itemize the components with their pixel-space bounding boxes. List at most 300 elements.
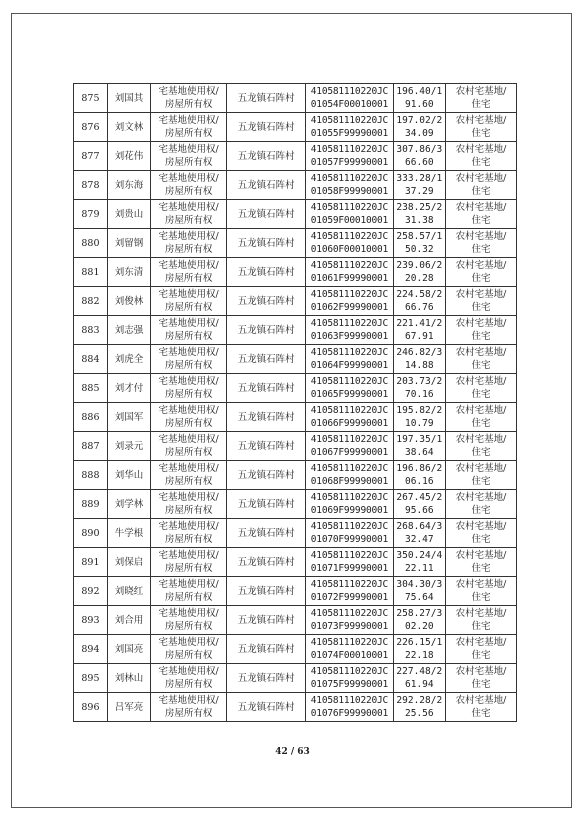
land-use-line-1: 农村宅基地/ — [455, 492, 507, 503]
area-cell — [393, 403, 445, 432]
right-type-line-1: 宅基地使用权/ — [158, 202, 219, 213]
right-type-line-1: 宅基地使用权/ — [158, 115, 219, 126]
land-use-line-2: 住宅 — [471, 418, 491, 429]
land-use-line-1: 农村宅基地/ — [455, 695, 507, 706]
area-line-1: 227.48/2 — [396, 666, 443, 677]
land-use-line-2: 住宅 — [471, 389, 491, 400]
land-use-cell — [446, 200, 517, 229]
parcel-code-cell — [306, 693, 393, 722]
area-line-1: 203.73/2 — [396, 376, 443, 387]
parcel-code-line-2: 01068F99990001 — [310, 476, 389, 487]
land-use-line-2: 住宅 — [471, 505, 491, 516]
location-cell: 五龙镇石阵村 — [227, 519, 306, 548]
location-cell: 五龙镇石阵村 — [227, 606, 306, 635]
parcel-code-line-1: 410581110220JC — [310, 550, 389, 561]
table-row — [74, 519, 517, 548]
owner-name-cell: 刘国军 — [107, 403, 150, 432]
location-cell: 五龙镇石阵村 — [227, 693, 306, 722]
right-type-cell — [151, 258, 227, 287]
parcel-code-line-1: 410581110220JC — [310, 260, 389, 271]
table-row — [74, 258, 517, 287]
area-cell — [393, 374, 445, 403]
table-row — [74, 490, 517, 519]
right-type-cell — [151, 693, 227, 722]
parcel-code-line-2: 01060F00010001 — [310, 244, 389, 255]
right-type-cell — [151, 200, 227, 229]
table-row — [74, 548, 517, 577]
right-type-line-1: 宅基地使用权/ — [158, 666, 219, 677]
right-type-cell — [151, 461, 227, 490]
right-type-line-2: 房屋所有权 — [164, 186, 213, 197]
area-line-2: 31.38 — [405, 215, 434, 226]
area-cell — [393, 316, 445, 345]
row-number-cell: 887 — [74, 432, 108, 461]
right-type-line-2: 房屋所有权 — [164, 244, 213, 255]
parcel-code-cell — [306, 548, 393, 577]
land-use-line-1: 农村宅基地/ — [455, 347, 507, 358]
parcel-code-line-2: 01074F00010001 — [310, 650, 389, 661]
parcel-code-cell — [306, 200, 393, 229]
land-use-line-2: 住宅 — [471, 563, 491, 574]
area-cell — [393, 490, 445, 519]
parcel-code-line-2: 01059F00010001 — [310, 215, 389, 226]
land-use-line-1: 农村宅基地/ — [455, 550, 507, 561]
land-use-line-2: 住宅 — [471, 331, 491, 342]
land-use-line-1: 农村宅基地/ — [455, 289, 507, 300]
land-use-line-2: 住宅 — [471, 476, 491, 487]
table-row — [74, 635, 517, 664]
parcel-code-line-1: 410581110220JC — [310, 376, 389, 387]
table-row — [74, 432, 517, 461]
location-cell: 五龙镇石阵村 — [227, 461, 306, 490]
parcel-code-line-2: 01062F99990001 — [310, 302, 389, 313]
right-type-cell — [151, 664, 227, 693]
right-type-cell — [151, 84, 227, 113]
land-use-cell — [446, 84, 517, 113]
owner-name-cell: 刘才付 — [107, 374, 150, 403]
right-type-line-1: 宅基地使用权/ — [158, 289, 219, 300]
area-cell — [393, 142, 445, 171]
parcel-code-line-1: 410581110220JC — [310, 695, 389, 706]
right-type-line-2: 房屋所有权 — [164, 679, 213, 690]
right-type-line-2: 房屋所有权 — [164, 505, 213, 516]
land-use-cell — [446, 490, 517, 519]
land-use-line-2: 住宅 — [471, 273, 491, 284]
land-use-line-2: 住宅 — [471, 679, 491, 690]
parcel-code-line-2: 01064F99990001 — [310, 360, 389, 371]
right-type-cell — [151, 548, 227, 577]
land-use-cell — [446, 519, 517, 548]
land-use-cell — [446, 229, 517, 258]
parcel-code-cell — [306, 519, 393, 548]
parcel-code-cell — [306, 461, 393, 490]
owner-name-cell: 刘志强 — [107, 316, 150, 345]
right-type-line-1: 宅基地使用权/ — [158, 173, 219, 184]
land-use-cell — [446, 461, 517, 490]
owner-name-cell: 刘俊林 — [107, 287, 150, 316]
table-row — [74, 577, 517, 606]
row-number-cell: 882 — [74, 287, 108, 316]
parcel-code-line-2: 01069F99990001 — [310, 505, 389, 516]
area-line-1: 196.86/2 — [396, 463, 443, 474]
owner-name-cell: 刘学林 — [107, 490, 150, 519]
area-line-2: 25.56 — [405, 708, 434, 719]
row-number-cell: 879 — [74, 200, 108, 229]
area-line-2: 67.91 — [405, 331, 434, 342]
right-type-line-2: 房屋所有权 — [164, 592, 213, 603]
row-number-cell: 881 — [74, 258, 108, 287]
parcel-code-cell — [306, 635, 393, 664]
right-type-cell — [151, 287, 227, 316]
parcel-code-cell — [306, 287, 393, 316]
land-use-line-2: 住宅 — [471, 621, 491, 632]
owner-name-cell: 刘国其 — [107, 84, 150, 113]
right-type-cell — [151, 490, 227, 519]
area-cell — [393, 258, 445, 287]
registry-table — [73, 83, 517, 722]
right-type-line-2: 房屋所有权 — [164, 128, 213, 139]
land-use-cell — [446, 345, 517, 374]
right-type-line-2: 房屋所有权 — [164, 331, 213, 342]
right-type-line-1: 宅基地使用权/ — [158, 376, 219, 387]
area-cell — [393, 606, 445, 635]
land-use-line-1: 农村宅基地/ — [455, 637, 507, 648]
land-use-line-1: 农村宅基地/ — [455, 202, 507, 213]
right-type-line-1: 宅基地使用权/ — [158, 318, 219, 329]
location-cell: 五龙镇石阵村 — [227, 142, 306, 171]
right-type-line-1: 宅基地使用权/ — [158, 405, 219, 416]
area-cell — [393, 229, 445, 258]
table-row — [74, 142, 517, 171]
area-line-2: 37.29 — [405, 186, 434, 197]
land-use-cell — [446, 606, 517, 635]
land-use-line-2: 住宅 — [471, 708, 491, 719]
land-use-line-1: 农村宅基地/ — [455, 260, 507, 271]
location-cell: 五龙镇石阵村 — [227, 287, 306, 316]
row-number-cell: 896 — [74, 693, 108, 722]
row-number-cell: 878 — [74, 171, 108, 200]
location-cell: 五龙镇石阵村 — [227, 171, 306, 200]
land-use-line-1: 农村宅基地/ — [455, 318, 507, 329]
owner-name-cell: 刘晓红 — [107, 577, 150, 606]
area-line-2: 95.66 — [405, 505, 434, 516]
parcel-code-cell — [306, 664, 393, 693]
parcel-code-line-2: 01073F99990001 — [310, 621, 389, 632]
registry-table-body — [74, 84, 517, 722]
parcel-code-line-2: 01071F99990001 — [310, 563, 389, 574]
location-cell: 五龙镇石阵村 — [227, 577, 306, 606]
parcel-code-line-1: 410581110220JC — [310, 173, 389, 184]
right-type-line-2: 房屋所有权 — [164, 534, 213, 545]
owner-name-cell: 刘留钢 — [107, 229, 150, 258]
land-use-line-1: 农村宅基地/ — [455, 521, 507, 532]
land-use-line-1: 农村宅基地/ — [455, 86, 507, 97]
area-line-2: 10.79 — [405, 418, 434, 429]
parcel-code-line-2: 01067F99990001 — [310, 447, 389, 458]
right-type-line-2: 房屋所有权 — [164, 215, 213, 226]
row-number-cell: 892 — [74, 577, 108, 606]
area-line-1: 307.86/3 — [396, 144, 443, 155]
parcel-code-line-1: 410581110220JC — [310, 637, 389, 648]
owner-name-cell: 刘文林 — [107, 113, 150, 142]
land-use-line-1: 农村宅基地/ — [455, 376, 507, 387]
land-use-line-2: 住宅 — [471, 592, 491, 603]
land-use-line-1: 农村宅基地/ — [455, 666, 507, 677]
land-use-cell — [446, 664, 517, 693]
area-line-2: 22.18 — [405, 650, 434, 661]
land-use-line-1: 农村宅基地/ — [455, 463, 507, 474]
land-use-cell — [446, 548, 517, 577]
owner-name-cell: 刘林山 — [107, 664, 150, 693]
parcel-code-line-2: 01057F99990001 — [310, 157, 389, 168]
area-cell — [393, 577, 445, 606]
area-line-2: 32.47 — [405, 534, 434, 545]
land-use-line-2: 住宅 — [471, 215, 491, 226]
right-type-cell — [151, 432, 227, 461]
table-row — [74, 316, 517, 345]
land-use-line-1: 农村宅基地/ — [455, 231, 507, 242]
parcel-code-cell — [306, 229, 393, 258]
area-line-2: 02.20 — [405, 621, 434, 632]
owner-name-cell: 刘虎全 — [107, 345, 150, 374]
area-line-1: 197.02/2 — [396, 115, 443, 126]
area-cell — [393, 113, 445, 142]
table-row — [74, 229, 517, 258]
right-type-line-2: 房屋所有权 — [164, 360, 213, 371]
right-type-line-2: 房屋所有权 — [164, 708, 213, 719]
owner-name-cell: 刘贵山 — [107, 200, 150, 229]
right-type-cell — [151, 519, 227, 548]
table-row — [74, 403, 517, 432]
area-line-2: 66.76 — [405, 302, 434, 313]
area-cell — [393, 287, 445, 316]
area-line-1: 195.82/2 — [396, 405, 443, 416]
row-number-cell: 891 — [74, 548, 108, 577]
parcel-code-cell — [306, 316, 393, 345]
location-cell: 五龙镇石阵村 — [227, 229, 306, 258]
area-line-1: 268.64/3 — [396, 521, 443, 532]
parcel-code-line-1: 410581110220JC — [310, 492, 389, 503]
parcel-code-line-1: 410581110220JC — [310, 608, 389, 619]
table-row — [74, 664, 517, 693]
area-cell — [393, 664, 445, 693]
table-row — [74, 113, 517, 142]
area-line-1: 196.40/1 — [396, 86, 443, 97]
land-use-line-1: 农村宅基地/ — [455, 173, 507, 184]
row-number-cell: 876 — [74, 113, 108, 142]
area-line-2: 50.32 — [405, 244, 434, 255]
parcel-code-cell — [306, 490, 393, 519]
right-type-cell — [151, 316, 227, 345]
right-type-line-2: 房屋所有权 — [164, 563, 213, 574]
table-row — [74, 287, 517, 316]
right-type-cell — [151, 606, 227, 635]
right-type-cell — [151, 113, 227, 142]
land-use-line-1: 农村宅基地/ — [455, 144, 507, 155]
parcel-code-line-2: 01075F99990001 — [310, 679, 389, 690]
right-type-line-2: 房屋所有权 — [164, 302, 213, 313]
row-number-cell: 885 — [74, 374, 108, 403]
owner-name-cell: 吕军亮 — [107, 693, 150, 722]
right-type-line-1: 宅基地使用权/ — [158, 463, 219, 474]
parcel-code-line-1: 410581110220JC — [310, 231, 389, 242]
land-use-line-1: 农村宅基地/ — [455, 579, 507, 590]
land-use-cell — [446, 693, 517, 722]
parcel-code-line-2: 01055F99990001 — [310, 128, 389, 139]
right-type-line-2: 房屋所有权 — [164, 447, 213, 458]
owner-name-cell: 刘华山 — [107, 461, 150, 490]
area-line-2: 20.28 — [405, 273, 434, 284]
area-line-1: 239.06/2 — [396, 260, 443, 271]
land-use-cell — [446, 113, 517, 142]
parcel-code-cell — [306, 171, 393, 200]
area-cell — [393, 635, 445, 664]
area-line-1: 221.41/2 — [396, 318, 443, 329]
right-type-cell — [151, 142, 227, 171]
parcel-code-cell — [306, 577, 393, 606]
right-type-line-2: 房屋所有权 — [164, 157, 213, 168]
right-type-line-2: 房屋所有权 — [164, 99, 213, 110]
owner-name-cell: 刘合用 — [107, 606, 150, 635]
owner-name-cell: 刘录元 — [107, 432, 150, 461]
area-line-1: 304.30/3 — [396, 579, 443, 590]
parcel-code-line-1: 410581110220JC — [310, 202, 389, 213]
location-cell: 五龙镇石阵村 — [227, 664, 306, 693]
area-line-1: 292.28/2 — [396, 695, 443, 706]
table-row — [74, 693, 517, 722]
land-use-line-1: 农村宅基地/ — [455, 405, 507, 416]
row-number-cell: 888 — [74, 461, 108, 490]
area-line-1: 238.25/2 — [396, 202, 443, 213]
parcel-code-line-2: 01072F99990001 — [310, 592, 389, 603]
row-number-cell: 883 — [74, 316, 108, 345]
parcel-code-cell — [306, 84, 393, 113]
row-number-cell: 893 — [74, 606, 108, 635]
right-type-line-2: 房屋所有权 — [164, 650, 213, 661]
right-type-line-2: 房屋所有权 — [164, 621, 213, 632]
location-cell: 五龙镇石阵村 — [227, 374, 306, 403]
land-use-cell — [446, 142, 517, 171]
area-cell — [393, 345, 445, 374]
land-use-line-2: 住宅 — [471, 99, 491, 110]
area-line-1: 258.27/3 — [396, 608, 443, 619]
table-row — [74, 461, 517, 490]
land-use-line-1: 农村宅基地/ — [455, 115, 507, 126]
area-line-2: 22.11 — [405, 563, 434, 574]
area-cell — [393, 84, 445, 113]
right-type-line-2: 房屋所有权 — [164, 418, 213, 429]
right-type-line-1: 宅基地使用权/ — [158, 521, 219, 532]
parcel-code-line-2: 01065F99990001 — [310, 389, 389, 400]
right-type-line-1: 宅基地使用权/ — [158, 86, 219, 97]
owner-name-cell: 刘东海 — [107, 171, 150, 200]
area-line-1: 333.28/1 — [396, 173, 443, 184]
area-cell — [393, 519, 445, 548]
location-cell: 五龙镇石阵村 — [227, 258, 306, 287]
table-row — [74, 171, 517, 200]
owner-name-cell: 刘保启 — [107, 548, 150, 577]
area-cell — [393, 548, 445, 577]
right-type-line-1: 宅基地使用权/ — [158, 434, 219, 445]
table-row — [74, 606, 517, 635]
land-use-cell — [446, 171, 517, 200]
land-use-line-2: 住宅 — [471, 650, 491, 661]
parcel-code-cell — [306, 113, 393, 142]
land-use-cell — [446, 374, 517, 403]
land-use-line-2: 住宅 — [471, 302, 491, 313]
area-line-1: 350.24/4 — [396, 550, 443, 561]
area-cell — [393, 461, 445, 490]
area-line-2: 38.64 — [405, 447, 434, 458]
right-type-cell — [151, 635, 227, 664]
parcel-code-line-1: 410581110220JC — [310, 289, 389, 300]
row-number-cell: 889 — [74, 490, 108, 519]
parcel-code-cell — [306, 142, 393, 171]
area-line-2: 66.60 — [405, 157, 434, 168]
right-type-line-2: 房屋所有权 — [164, 389, 213, 400]
right-type-line-1: 宅基地使用权/ — [158, 260, 219, 271]
land-use-cell — [446, 577, 517, 606]
owner-name-cell: 刘国亮 — [107, 635, 150, 664]
parcel-code-cell — [306, 345, 393, 374]
area-cell — [393, 432, 445, 461]
parcel-code-cell — [306, 606, 393, 635]
right-type-cell — [151, 171, 227, 200]
parcel-code-line-2: 01066F99990001 — [310, 418, 389, 429]
location-cell: 五龙镇石阵村 — [227, 316, 306, 345]
area-line-2: 91.60 — [405, 99, 434, 110]
row-number-cell: 877 — [74, 142, 108, 171]
parcel-code-line-1: 410581110220JC — [310, 347, 389, 358]
area-line-2: 14.88 — [405, 360, 434, 371]
land-use-line-2: 住宅 — [471, 157, 491, 168]
parcel-code-cell — [306, 403, 393, 432]
area-line-1: 226.15/1 — [396, 637, 443, 648]
parcel-code-cell — [306, 258, 393, 287]
parcel-code-line-1: 410581110220JC — [310, 144, 389, 155]
owner-name-cell: 牛学根 — [107, 519, 150, 548]
land-use-cell — [446, 316, 517, 345]
parcel-code-line-2: 01076F99990001 — [310, 708, 389, 719]
location-cell: 五龙镇石阵村 — [227, 113, 306, 142]
table-row — [74, 374, 517, 403]
area-cell — [393, 171, 445, 200]
table-row — [74, 345, 517, 374]
parcel-code-line-1: 410581110220JC — [310, 318, 389, 329]
land-use-line-2: 住宅 — [471, 128, 491, 139]
area-line-1: 224.58/2 — [396, 289, 443, 300]
right-type-line-1: 宅基地使用权/ — [158, 695, 219, 706]
row-number-cell: 875 — [74, 84, 108, 113]
row-number-cell: 895 — [74, 664, 108, 693]
right-type-line-1: 宅基地使用权/ — [158, 579, 219, 590]
land-use-line-2: 住宅 — [471, 186, 491, 197]
right-type-cell — [151, 345, 227, 374]
row-number-cell: 890 — [74, 519, 108, 548]
parcel-code-cell — [306, 374, 393, 403]
parcel-code-line-2: 01063F99990001 — [310, 331, 389, 342]
right-type-line-1: 宅基地使用权/ — [158, 144, 219, 155]
right-type-cell — [151, 374, 227, 403]
parcel-code-line-1: 410581110220JC — [310, 405, 389, 416]
location-cell: 五龙镇石阵村 — [227, 548, 306, 577]
table-row — [74, 200, 517, 229]
right-type-line-1: 宅基地使用权/ — [158, 492, 219, 503]
owner-name-cell: 刘花伟 — [107, 142, 150, 171]
land-use-cell — [446, 432, 517, 461]
location-cell: 五龙镇石阵村 — [227, 490, 306, 519]
parcel-code-line-1: 410581110220JC — [310, 86, 389, 97]
